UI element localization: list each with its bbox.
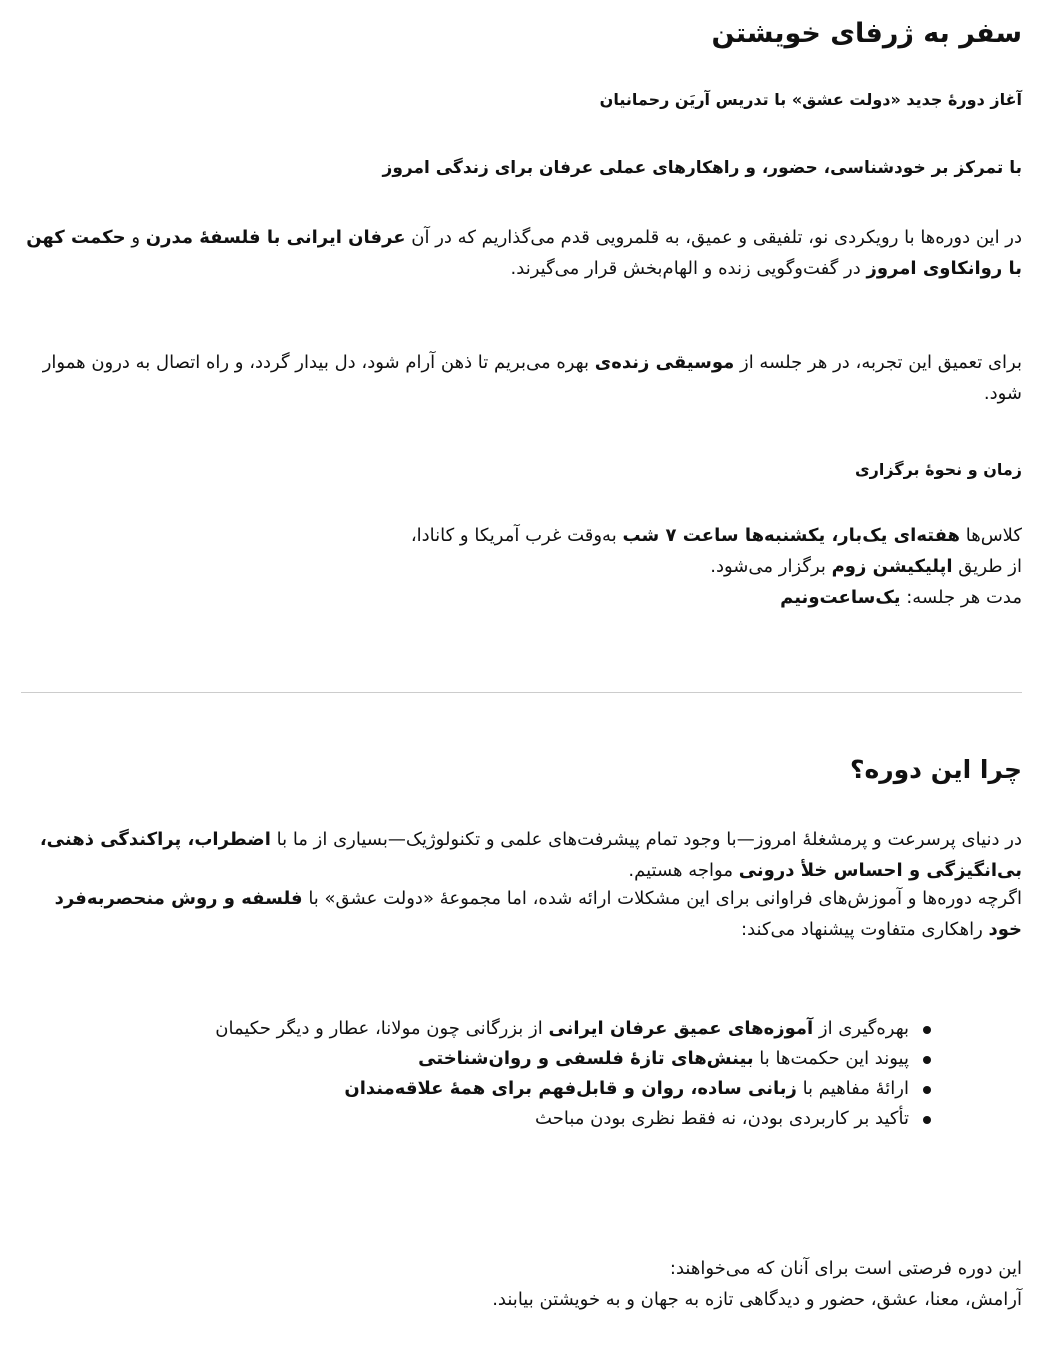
closing-line-1: این دوره فرصتی است برای آنان که می‌خواهند:	[669, 1258, 1022, 1279]
list-item: تأکید بر کاربردی بودن، نه فقط نظری بودن مباحث	[215, 1104, 933, 1134]
intro-line-1: آغاز دورهٔ جدید «دولت عشق» با تدریس آریَن رحمانیان	[599, 90, 1022, 109]
list-item: ارائهٔ مفاهیم با زبانی ساده، روان و قابل‌فهم برای همهٔ علاقه‌مندان	[215, 1074, 933, 1104]
paragraph-3: در دنیای پرسرعت و پرمشغلهٔ امروز—با وجود تمام پیشرفت‌های علمی و تکنولوژیک—بسیاری از ما با اضطراب، پراکندگی ذهنی، بی‌انگیزگی و احساس خلأ درونی مواجه هستیم.	[39, 829, 1022, 881]
list-item: پیوند این حکمت‌ها با بینش‌های تازهٔ فلسفی و روان‌شناختی	[215, 1044, 933, 1074]
intro-line-2: با تمرکز بر خودشناسی، حضور، و راهکارهای عملی عرفان برای زندگی امروز	[382, 158, 1022, 178]
why-heading: چرا این دوره؟	[849, 755, 1022, 784]
closing-block	[21, 1253, 1022, 1315]
schedule-line-3: مدت هر جلسه: یک‌ساعت‌ونیم	[780, 587, 1022, 608]
list-item: بهره‌گیری از آموزه‌های عمیق عرفان ایرانی از بزرگانی چون مولانا، عطار و دیگر حکیمان	[215, 1014, 933, 1044]
paragraph-4: اگرچه دوره‌ها و آموزش‌های فراوانی برای این مشکلات ارائه شده، اما مجموعهٔ «دولت عشق» با فلسفه و روش منحصربه‌فرد خود راهکاری متفاوت پیشنهاد می‌کند:	[54, 888, 1022, 940]
divider	[21, 692, 1022, 693]
benefits-list	[215, 1014, 933, 1134]
paragraph-1: در این دوره‌ها با رویکردی نو، تلفیقی و عمیق، به قلمرویی قدم می‌گذاریم که در آن عرفان ایرانی با فلسفهٔ مدرن و حکمت کهن با روانکاوی امروز در گفت‌وگویی زنده و الهام‌بخش قرار می‌گیرند.	[26, 227, 1022, 279]
schedule-heading: زمان و نحوهٔ برگزاری	[854, 460, 1022, 479]
schedule-line-1: کلاس‌ها هفته‌ای یک‌بار، یکشنبه‌ها ساعت ۷ شب به‌وقت غرب آمریکا و کانادا،	[410, 525, 1022, 546]
paragraph-2: برای تعمیق این تجربه، در هر جلسه از موسیقی زنده‌ی بهره می‌بریم تا ذهن آرام شود، دل بیدار گردد، و راه اتصال به درون هموار شود.	[42, 352, 1022, 404]
schedule-block	[21, 520, 1022, 613]
page-title: سفر به ژرفای خویشتن	[711, 18, 1022, 49]
schedule-line-2: از طریق اپلیکیشن زوم برگزار می‌شود.	[710, 556, 1022, 577]
closing-line-2: آرامش، معنا، عشق، حضور و دیدگاهی تازه به جهان و به خویشتن بیابند.	[492, 1289, 1022, 1310]
